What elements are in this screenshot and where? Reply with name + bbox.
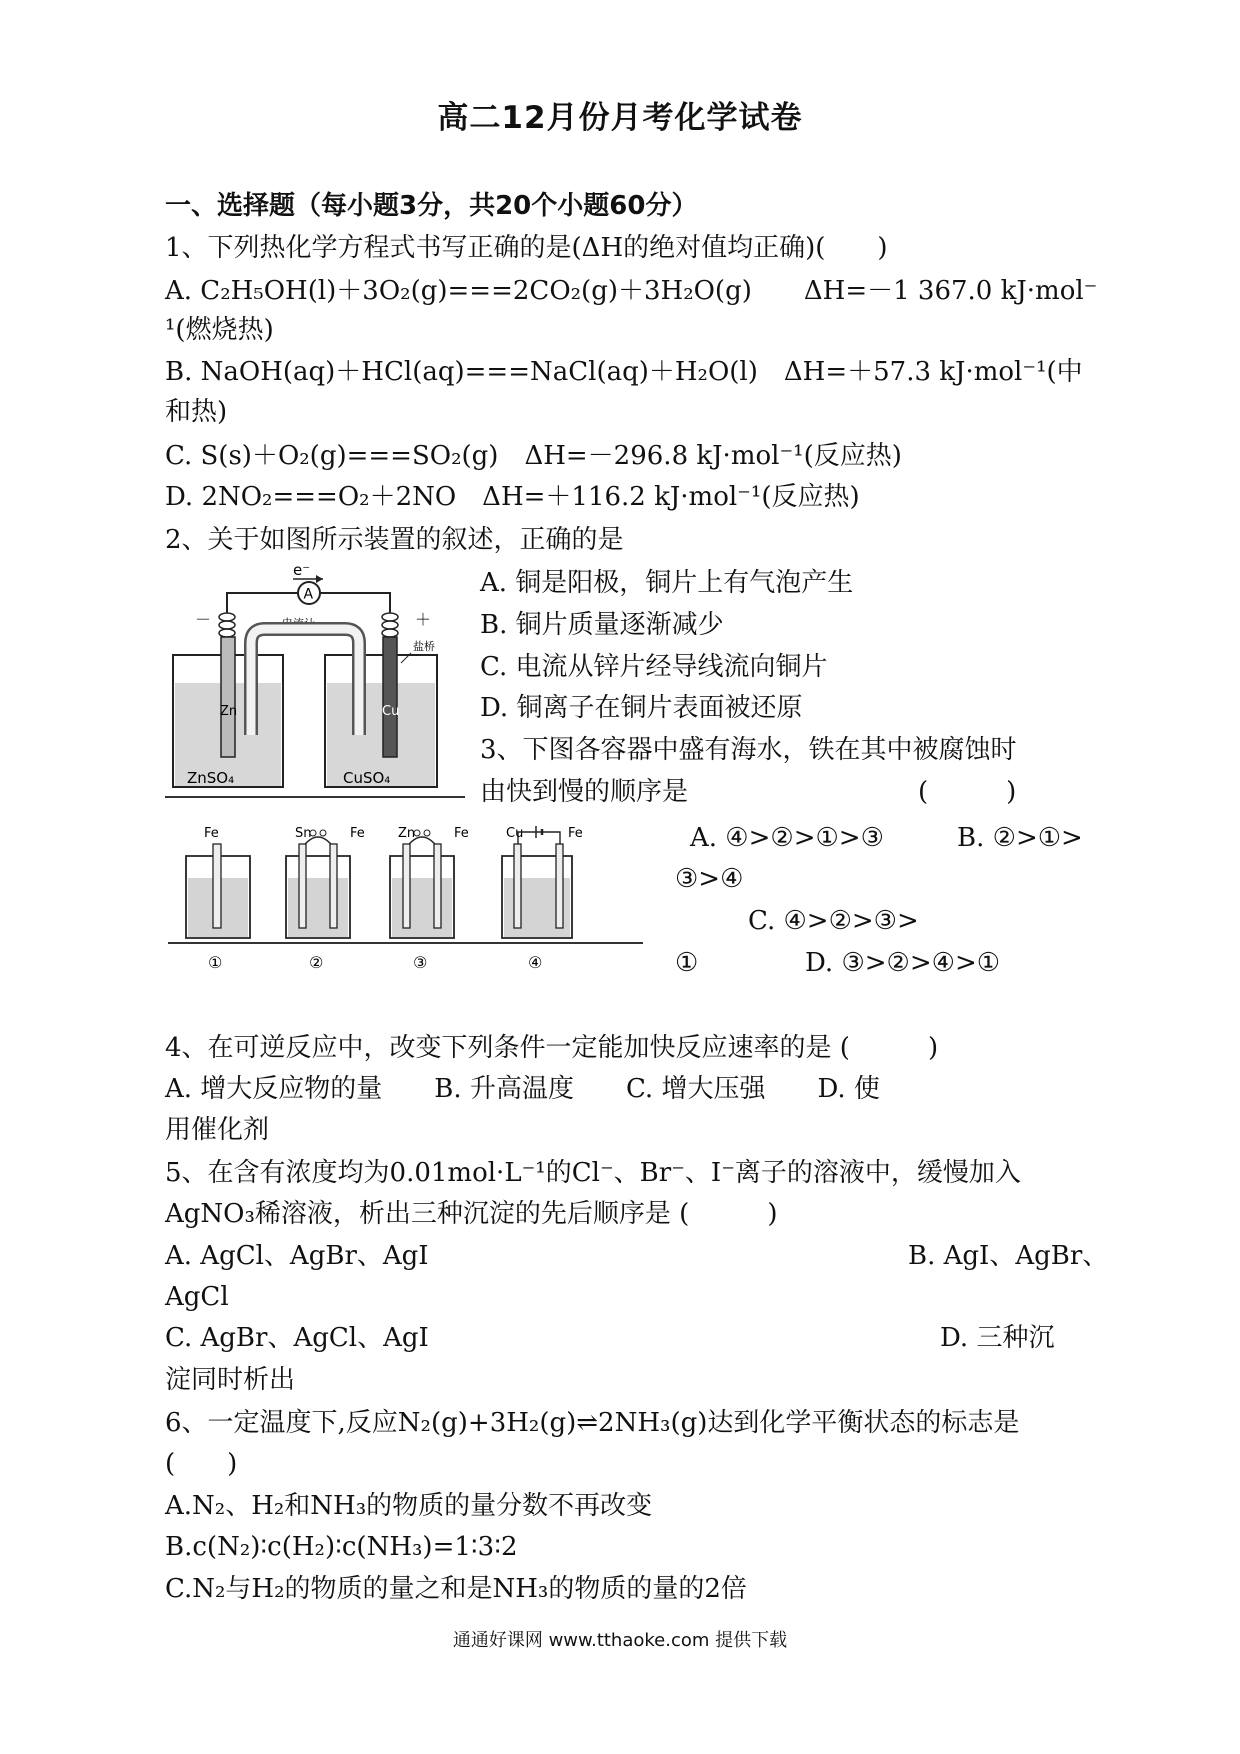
beaker-3 xyxy=(390,826,469,972)
q5-stem: 5、在含有浓度均为0.01mol·L⁻¹的Cl⁻、Br⁻、I⁻离子的溶液中，缓慢加入 xyxy=(165,1158,1021,1188)
q3-option-c: C. ④>②>③> xyxy=(748,906,919,936)
beaker-2-number: ② xyxy=(309,953,324,972)
meter-label: 电流计 xyxy=(282,617,315,630)
q5-option-c: C. AgBr、AgCl、AgI xyxy=(165,1323,429,1353)
q1-option-b: B. NaOH(aq)＋HCl(aq)===NaCl(aq)＋H₂O(l) ΔH=＋57.3 kJ·mol⁻¹(中 xyxy=(165,357,1083,387)
beaker-2-right-electrode: Fe xyxy=(350,826,365,841)
q3-option-b: B. ②>①> xyxy=(957,823,1083,853)
q2-stem: 2、关于如图所示装置的叙述，正确的是 xyxy=(165,525,624,555)
beaker-1 xyxy=(186,826,250,972)
beaker-1-electrode: Fe xyxy=(204,826,219,841)
q4-stem: 4、在可逆反应中，改变下列条件一定能加快反应速率的是 ( ) xyxy=(165,1033,939,1063)
q5-option-b: B. AgI、AgBr、 xyxy=(908,1241,1109,1271)
page-footer: 通通好课网 www.tthaoke.com 提供下载 xyxy=(452,1630,788,1651)
beaker-4-left-electrode: Cu xyxy=(506,826,524,841)
ammeter-label: A xyxy=(303,586,314,603)
beaker-3-left-electrode: Zn xyxy=(398,826,416,841)
q3-option-d: D. ③>②>④>① xyxy=(805,948,1001,978)
beaker-4-number: ④ xyxy=(528,953,543,972)
page-title: 高二12月份月考化学试卷 xyxy=(437,100,803,136)
q2-option-c: C. 电流从锌片经导线流向铜片 xyxy=(480,652,828,682)
right-solution-label: CuSO₄ xyxy=(343,769,391,787)
q6-stem: 6、一定温度下,反应N₂(g)+3H₂(g)⇌2NH₃(g)达到化学平衡状态的标志是 xyxy=(165,1408,1020,1438)
q3-option-b-cont: ③>④ xyxy=(675,864,744,894)
q5-option-d-cont: 淀同时析出 xyxy=(165,1365,296,1395)
q3-answer-paren: ( ) xyxy=(918,777,1017,807)
q3-option-c-cont: ① xyxy=(675,948,699,978)
q1-stem: 1、下列热化学方程式书写正确的是(ΔH的绝对值均正确)( ) xyxy=(165,233,888,263)
q2-option-d: D. 铜离子在铜片表面被还原 xyxy=(480,693,803,723)
q4-options-cont: 用催化剂 xyxy=(165,1115,270,1145)
q1-option-a-cont: ¹(燃烧热) xyxy=(165,315,274,345)
q1-option-d: D. 2NO₂===O₂＋2NO ΔH=＋116.2 kJ·mol⁻¹(反应热) xyxy=(165,482,860,512)
q6-option-a: A.N₂、H₂和NH₃的物质的量分数不再改变 xyxy=(165,1491,653,1521)
beaker-3-number: ③ xyxy=(413,953,428,972)
q3-stem-cont: 由快到慢的顺序是 xyxy=(480,777,689,807)
zn-label: Zn xyxy=(220,704,238,719)
q5-stem-cont: AgNO₃稀溶液，析出三种沉淀的先后顺序是 ( ) xyxy=(165,1199,778,1229)
q6-option-b: B.c(N₂)∶c(H₂)∶c(NH₃)=1∶3∶2 xyxy=(165,1532,518,1562)
minus-sign: － xyxy=(195,610,212,629)
corrosion-beakers-figure xyxy=(168,820,643,975)
q4-options: A. 增大反应物的量 B. 升高温度 C. 增大压强 D. 使 xyxy=(165,1074,880,1104)
cu-label: Cu xyxy=(382,704,400,719)
q5-option-d: D. 三种沉 xyxy=(940,1323,1055,1353)
beaker-1-number: ① xyxy=(208,953,223,972)
q1-option-c: C. S(s)＋O₂(g)===SO₂(g) ΔH=－296.8 kJ·mol⁻¹(反应热) xyxy=(165,441,902,471)
beaker-4 xyxy=(502,826,583,972)
beaker-2 xyxy=(286,826,365,972)
q2-option-a: A. 铜是阳极，铜片上有气泡产生 xyxy=(480,568,854,598)
section-heading: 一、选择题（每小题3分，共20个小题60分） xyxy=(165,191,698,221)
q3-stem: 3、下图各容器中盛有海水，铁在其中被腐蚀时 xyxy=(480,735,1017,765)
q6-option-c: C.N₂与H₂的物质的量之和是NH₃的物质的量的2倍 xyxy=(165,1574,747,1604)
plus-sign: ＋ xyxy=(415,610,432,629)
left-solution-label: ZnSO₄ xyxy=(187,769,235,787)
beaker-4-right-electrode: Fe xyxy=(568,826,583,841)
q6-stem-cont: ( ) xyxy=(165,1449,238,1479)
q1-option-a: A. C₂H₅OH(l)＋3O₂(g)===2CO₂(g)＋3H₂O(g) ΔH=－1 367.0 kJ·mol⁻ xyxy=(165,276,1098,306)
beaker-2-left-electrode: Sn xyxy=(295,826,312,841)
q3-option-a: A. ④>②>①>③ xyxy=(690,823,884,853)
q1-option-b-cont: 和热) xyxy=(165,397,228,427)
salt-bridge-label: 盐桥 xyxy=(413,640,435,653)
beaker-3-right-electrode: Fe xyxy=(454,826,469,841)
q2-option-b: B. 铜片质量逐渐减少 xyxy=(480,610,724,640)
q5-option-a: A. AgCl、AgBr、AgI xyxy=(165,1241,429,1271)
galvanic-cell-figure xyxy=(165,565,465,801)
electron-label: e⁻ xyxy=(293,565,311,579)
q5-option-b-cont: AgCl xyxy=(165,1282,229,1312)
